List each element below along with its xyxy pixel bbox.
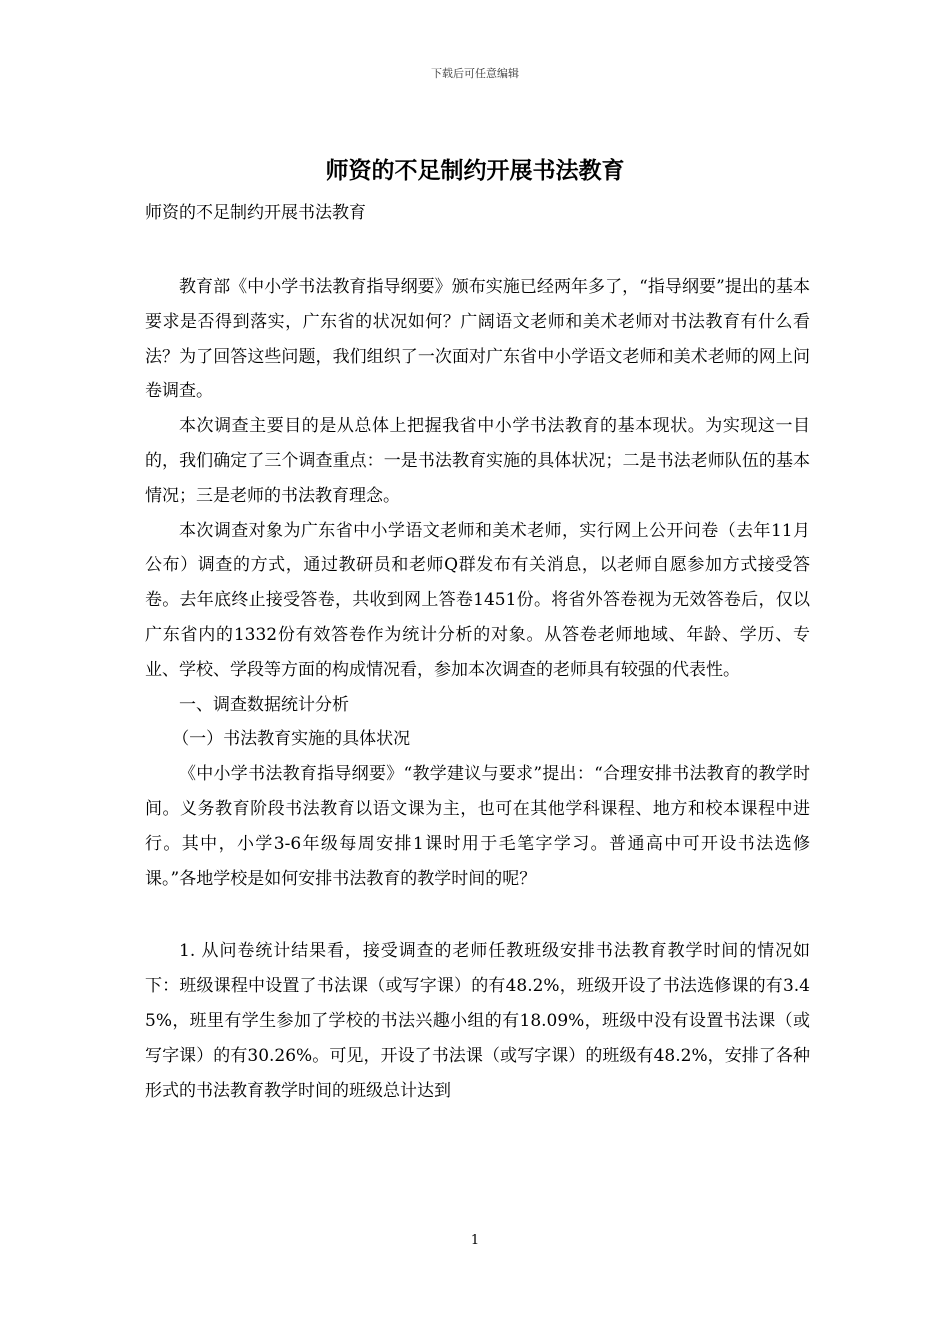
- paragraph-guideline-quote: 《中小学书法教育指导纲要》“教学建议与要求”提出：“合理安排书法教育的教学时间。义务教育阶段书法教育以语文课为主，也可在其他学科课程、地方和校本课程中进行。其中，小学3-6年级每周安排1课时用于毛笔字学习。普通高中可开设书法选修课。”各地学校是如何安排书法教育的教学时间的呢？: [145, 764, 810, 889]
- section-heading: 一、调查数据统计分析: [179, 694, 349, 715]
- document-title: 师资的不足制约开展书法教育: [325, 157, 625, 184]
- page-number: 1: [470, 1233, 480, 1248]
- page-header-note: 下载后可任意编辑: [431, 67, 519, 80]
- paragraph-statistics: 1. 从问卷统计结果看，接受调查的老师任教班级安排书法教育教学时间的情况如下：班级课程中设置了书法课（或写字课）的有48.2%，班级开设了书法选修课的有3.45%，班里有学生参加了学校的书法兴趣小组的有18.09%，班级中没有设置书法课（或写字课）的有30.26%。可见，开设了书法课（或写字课）的班级有48.2%，安排了各种形式的书法教育教学时间的班级总计达到: [145, 941, 810, 1101]
- document-body: [145, 270, 810, 1108]
- document-subtitle: 师资的不足制约开展书法教育: [145, 203, 366, 223]
- paragraph-intro: 教育部《中小学书法教育指导纲要》颁布实施已经两年多了，“指导纲要”提出的基本要求是否得到落实，广东省的状况如何？广阔语文老师和美术老师对书法教育有什么看法？为了回答这些问题，我们组织了一次面对广东省中小学语文老师和美术老师的网上问卷调查。: [145, 277, 810, 402]
- subsection-heading: （一）书法教育实施的具体状况: [172, 729, 411, 750]
- paragraph-purpose: 本次调查主要目的是从总体上把握我省中小学书法教育的基本现状。为实现这一目的，我们确定了三个调查重点：一是书法教育实施的具体状况；二是书法老师队伍的基本情况；三是老师的书法教育理念。: [145, 416, 810, 506]
- paragraph-subjects: 本次调查对象为广东省中小学语文老师和美术老师，实行网上公开问卷（去年11月公布）调查的方式，通过教研员和老师Q群发布有关消息，以老师自愿参加方式接受答卷。去年底终止接受答卷，共收到网上答卷1451份。将省外答卷视为无效答卷后，仅以广东省内的1332份有效答卷作为统计分析的对象。从答卷老师地域、年龄、学历、专业、学校、学段等方面的构成情况看，参加本次调查的老师具有较强的代表性。: [145, 520, 810, 680]
